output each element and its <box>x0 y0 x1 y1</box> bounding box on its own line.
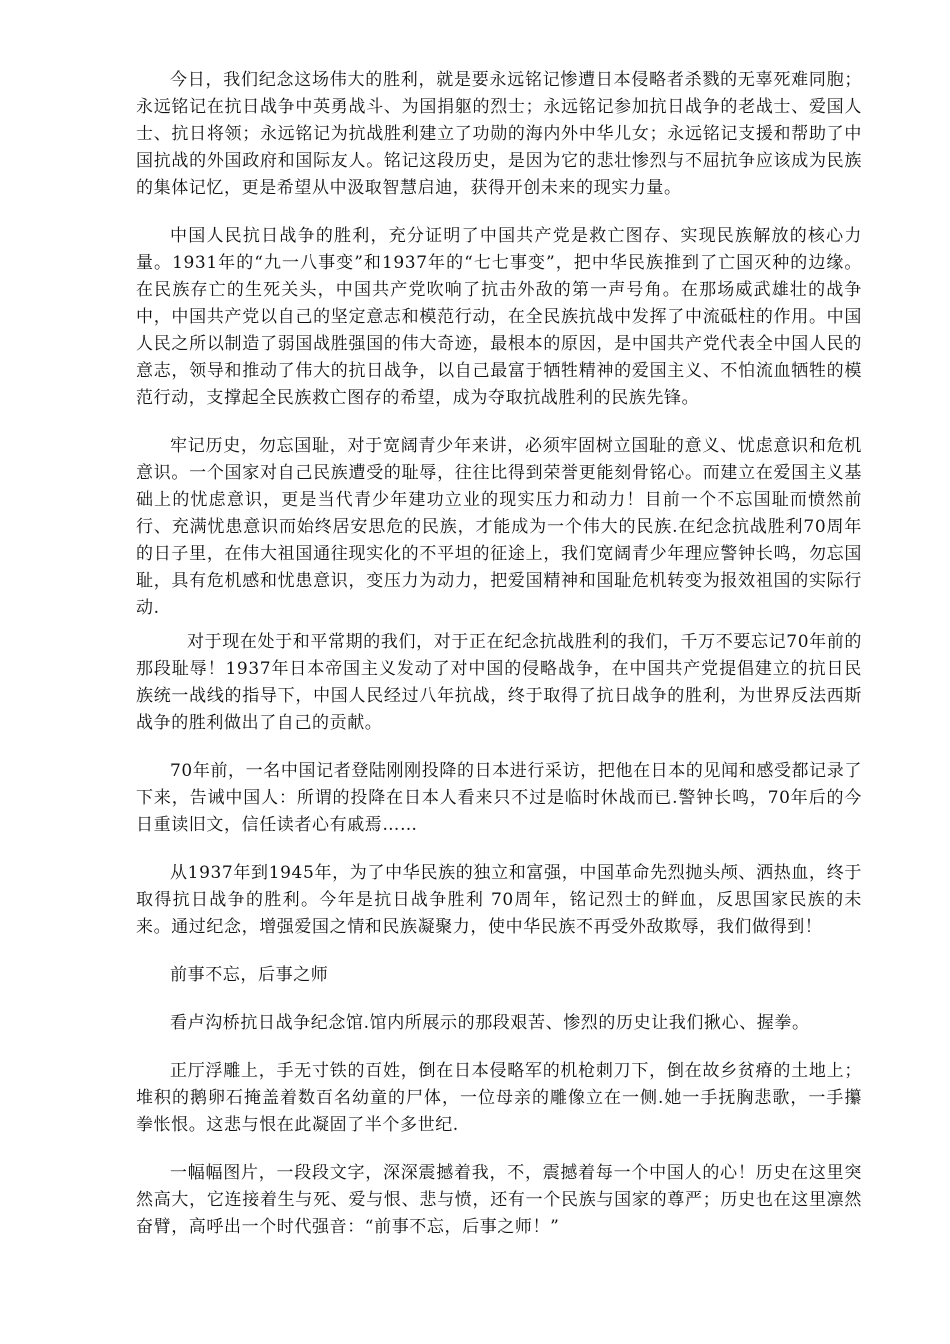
paragraph-8: 看卢沟桥抗日战争纪念馆.馆内所展示的那段艰苦、惨烈的历史让我们揪心、握拳。 <box>170 1013 810 1033</box>
paragraph-5: 70年前，一名中国记者登陆刚刚投降的日本进行采访，把他在日本的见闻和感受都记录了下来，告诫中国人：所谓的投降在日本人看来只不过是临时休战而已.警钟长鸣，70年后的今日重读旧文，信任读者心有戚焉…… <box>136 761 862 835</box>
paragraph-9: 正厅浮雕上，手无寸铁的百姓，倒在日本侵略军的机枪刺刀下，倒在故乡贫瘠的土地上；堆积的鹅卵石掩盖着数百名幼童的尸体，一位母亲的雕像立在一侧.她一手抚胸悲歌，一手攥拳怅恨。这悲与恨在此凝固了半个多世纪. <box>136 1061 862 1135</box>
section-heading: 前事不忘，后事之师 <box>170 965 329 985</box>
paragraph-2: 中国人民抗日战争的胜利，充分证明了中国共产党是救亡图存、实现民族解放的核心力量。1931年的“九一八事变”和1937年的“七七事变”，把中华民族推到了亡国灭种的边缘。在民族存亡的生死关头，中国共产党吹响了抗击外敌的第一声号角。在那场威武雄壮的战争中，中国共产党以自己的坚定意志和模范行动，在全民族抗战中发挥了中流砥柱的作用。中国人民之所以制造了弱国战胜强国的伟大奇迹，最根本的原因，是中国共产党代表全中国人民的意志，领导和推动了伟大的抗日战争，以自己最富于牺牲精神的爱国主义、不怕流血牺牲的模范行动，支撑起全民族救亡图存的希望，成为夺取抗战胜利的民族先锋。 <box>136 226 862 408</box>
paragraph-4: 对于现在处于和平常期的我们，对于正在纪念抗战胜利的我们，千万不要忘记70年前的那段耻辱！1937年日本帝国主义发动了对中国的侵略战争，在中国共产党提倡建立的抗日民族统一战线的指导下，中国人民经过八年抗战，终于取得了抗日战争的胜利，为世界反法西斯战争的胜利做出了自己的贡献。 <box>136 632 862 733</box>
paragraph-10: 一幅幅图片，一段段文字，深深震撼着我，不，震撼着每一个中国人的心！历史在这里突然高大，它连接着生与死、爱与恨、悲与愤，还有一个民族与国家的尊严；历史也在这里凛然奋臂，高呼出一个时代强音：“前事不忘，后事之师！” <box>136 1163 862 1237</box>
paragraph-6: 从1937年到1945年，为了中华民族的独立和富强，中国革命先烈抛头颅、洒热血，终于取得抗日战争的胜利。今年是抗日战争胜利 70周年，铭记烈士的鲜血，反思国家民族的未来。通过纪念，增强爱国之情和民族凝聚力，使中华民族不再受外敌欺辱，我们做得到！ <box>136 863 862 937</box>
paragraph-1: 今日，我们纪念这场伟大的胜利，就是要永远铭记惨遭日本侵略者杀戮的无辜死难同胞；永远铭记在抗日战争中英勇战斗、为国捐躯的烈士；永远铭记参加抗日战争的老战士、爱国人士、抗日将领；永远铭记为抗战胜利建立了功勋的海内外中华儿女；永远铭记支援和帮助了中国抗战的外国政府和国际友人。铭记这段历史，是因为它的悲壮惨烈与不屈抗争应该成为民族的集体记忆，更是希望从中汲取智慧启迪，获得开创未来的现实力量。 <box>136 70 862 198</box>
paragraph-3: 牢记历史，勿忘国耻，对于宽阔青少年来讲，必须牢固树立国耻的意义、忧虑意识和危机意识。一个国家对自己民族遭受的耻辱，往往比得到荣誉更能刻骨铭心。而建立在爱国主义基础上的忧虑意识，更是当代青少年建功立业的现实压力和动力！目前一个不忘国耻而愤然前行、充满忧患意识而始终居安思危的民族，才能成为一个伟大的民族.在纪念抗战胜利70周年的日子里，在伟大祖国通往现实化的不平坦的征途上，我们宽阔青少年理应警钟长鸣，勿忘国耻，具有危机感和忧患意识，变压力为动力，把爱国精神和国耻危机转变为报效祖国的实际行动. <box>136 436 862 618</box>
document-body <box>136 67 862 1262</box>
